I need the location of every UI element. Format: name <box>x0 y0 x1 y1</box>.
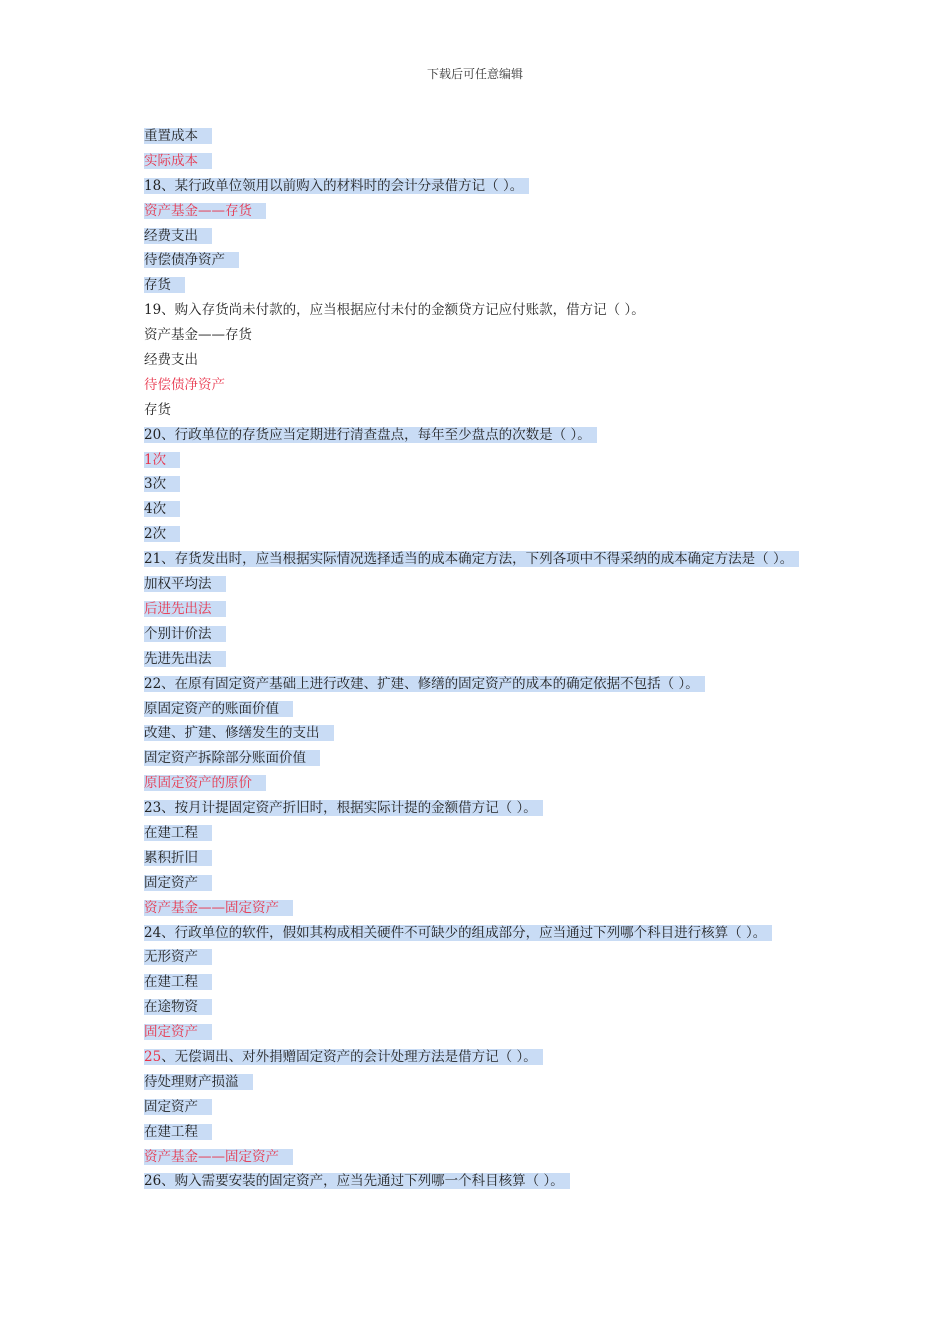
question-line <box>144 921 824 946</box>
question-line <box>144 174 824 199</box>
option-text: 在途物资 <box>144 999 212 1015</box>
question-text: 24、行政单位的软件，假如其构成相关硬件不可缺少的组成部分，应当通过下列哪个科目进行核算（ ）。 <box>144 925 772 941</box>
option-text: 加权平均法 <box>144 576 226 592</box>
question-text: 21、存货发出时，应当根据实际情况选择适当的成本确定方法，下列各项中不得采纳的成本确定方法是（ ）。 <box>144 551 799 567</box>
question-number: 25 <box>144 1048 162 1065</box>
option-line <box>144 721 824 746</box>
option-text: 待偿债净资产 <box>144 252 239 268</box>
option-line <box>144 497 824 522</box>
option-line <box>144 945 824 970</box>
option-text: 后进先出法 <box>144 601 226 617</box>
answer-option <box>144 896 824 921</box>
option-text: 原固定资产的原价 <box>144 775 266 791</box>
option-line <box>144 1070 824 1095</box>
option-text: 原固定资产的账面价值 <box>144 701 293 717</box>
option-line <box>144 1095 824 1120</box>
option-text: 改建、扩建、修缮发生的支出 <box>144 725 334 741</box>
answer-option <box>144 1145 824 1170</box>
option-line <box>144 846 824 871</box>
question-line <box>144 423 824 448</box>
question-line <box>144 547 824 572</box>
question-text: 18、某行政单位领用以前购入的材料时的会计分录借方记（ ）。 <box>144 178 529 194</box>
option-line <box>144 472 824 497</box>
option-text: 存货 <box>144 401 171 418</box>
option-line <box>144 323 824 348</box>
option-line <box>144 348 824 373</box>
option-line <box>144 522 824 547</box>
question-text <box>144 1049 543 1065</box>
option-text: 存货 <box>144 277 185 293</box>
option-line <box>144 647 824 672</box>
answer-option <box>144 199 824 224</box>
option-text: 无形资产 <box>144 949 212 965</box>
answer-option <box>144 1020 824 1045</box>
option-line <box>144 871 824 896</box>
option-line <box>144 124 824 149</box>
answer-option <box>144 771 824 796</box>
question-line <box>144 1045 824 1070</box>
option-text: 待偿债净资产 <box>144 376 225 393</box>
option-line <box>144 1120 824 1145</box>
option-text: 实际成本 <box>144 153 212 169</box>
option-text: 4次 <box>144 501 180 517</box>
option-line <box>144 248 824 273</box>
question-body: 、无偿调出、对外捐赠固定资产的会计处理方法是借方记（ ）。 <box>161 1048 537 1065</box>
option-text: 3次 <box>144 476 180 492</box>
question-line <box>144 796 824 821</box>
option-text: 在建工程 <box>144 825 212 841</box>
option-text: 重置成本 <box>144 128 212 144</box>
question-line <box>144 298 824 323</box>
question-text: 20、行政单位的存货应当定期进行清查盘点，每年至少盘点的次数是（ ）。 <box>144 427 597 443</box>
option-text: 资产基金——存货 <box>144 203 266 219</box>
option-line <box>144 572 824 597</box>
option-text: 先进先出法 <box>144 651 226 667</box>
option-text: 经费支出 <box>144 228 212 244</box>
option-line <box>144 697 824 722</box>
option-text: 2次 <box>144 526 180 542</box>
option-text: 资产基金——固定资产 <box>144 1149 293 1165</box>
option-line <box>144 821 824 846</box>
option-text: 固定资产 <box>144 1099 212 1115</box>
page-header: 下载后可任意编辑 <box>426 67 523 81</box>
option-text: 在建工程 <box>144 974 212 990</box>
answer-option <box>144 448 824 473</box>
option-text: 累积折旧 <box>144 850 212 866</box>
question-text: 22、在原有固定资产基础上进行改建、扩建、修缮的固定资产的成本的确定依据不包括（ ）。 <box>144 676 705 692</box>
option-line <box>144 622 824 647</box>
option-line <box>144 746 824 771</box>
answer-option <box>144 373 824 398</box>
option-text: 经费支出 <box>144 352 198 369</box>
option-text: 固定资产 <box>144 875 212 891</box>
option-line <box>144 398 824 423</box>
question-text: 19、购入存货尚未付款的，应当根据应付未付的金额贷方记应付账款，借方记（ ）。 <box>144 302 645 319</box>
answer-option <box>144 149 824 174</box>
option-text: 在建工程 <box>144 1124 212 1140</box>
option-text: 1次 <box>144 452 180 468</box>
option-line <box>144 970 824 995</box>
option-line <box>144 224 824 249</box>
option-text: 资产基金——固定资产 <box>144 900 293 916</box>
option-text: 个别计价法 <box>144 626 226 642</box>
question-line <box>144 1169 824 1194</box>
option-text: 资产基金——存货 <box>144 327 252 344</box>
option-line <box>144 995 824 1020</box>
option-text: 固定资产 <box>144 1024 212 1040</box>
option-line <box>144 273 824 298</box>
question-text: 26、购入需要安装的固定资产，应当先通过下列哪一个科目核算（ ）。 <box>144 1173 570 1189</box>
question-line <box>144 672 824 697</box>
option-text: 固定资产拆除部分账面价值 <box>144 750 320 766</box>
option-text: 待处理财产损溢 <box>144 1074 253 1090</box>
question-text: 23、按月计提固定资产折旧时，根据实际计提的金额借方记（ ）。 <box>144 800 543 816</box>
answer-option <box>144 597 824 622</box>
document-body <box>144 124 824 1194</box>
